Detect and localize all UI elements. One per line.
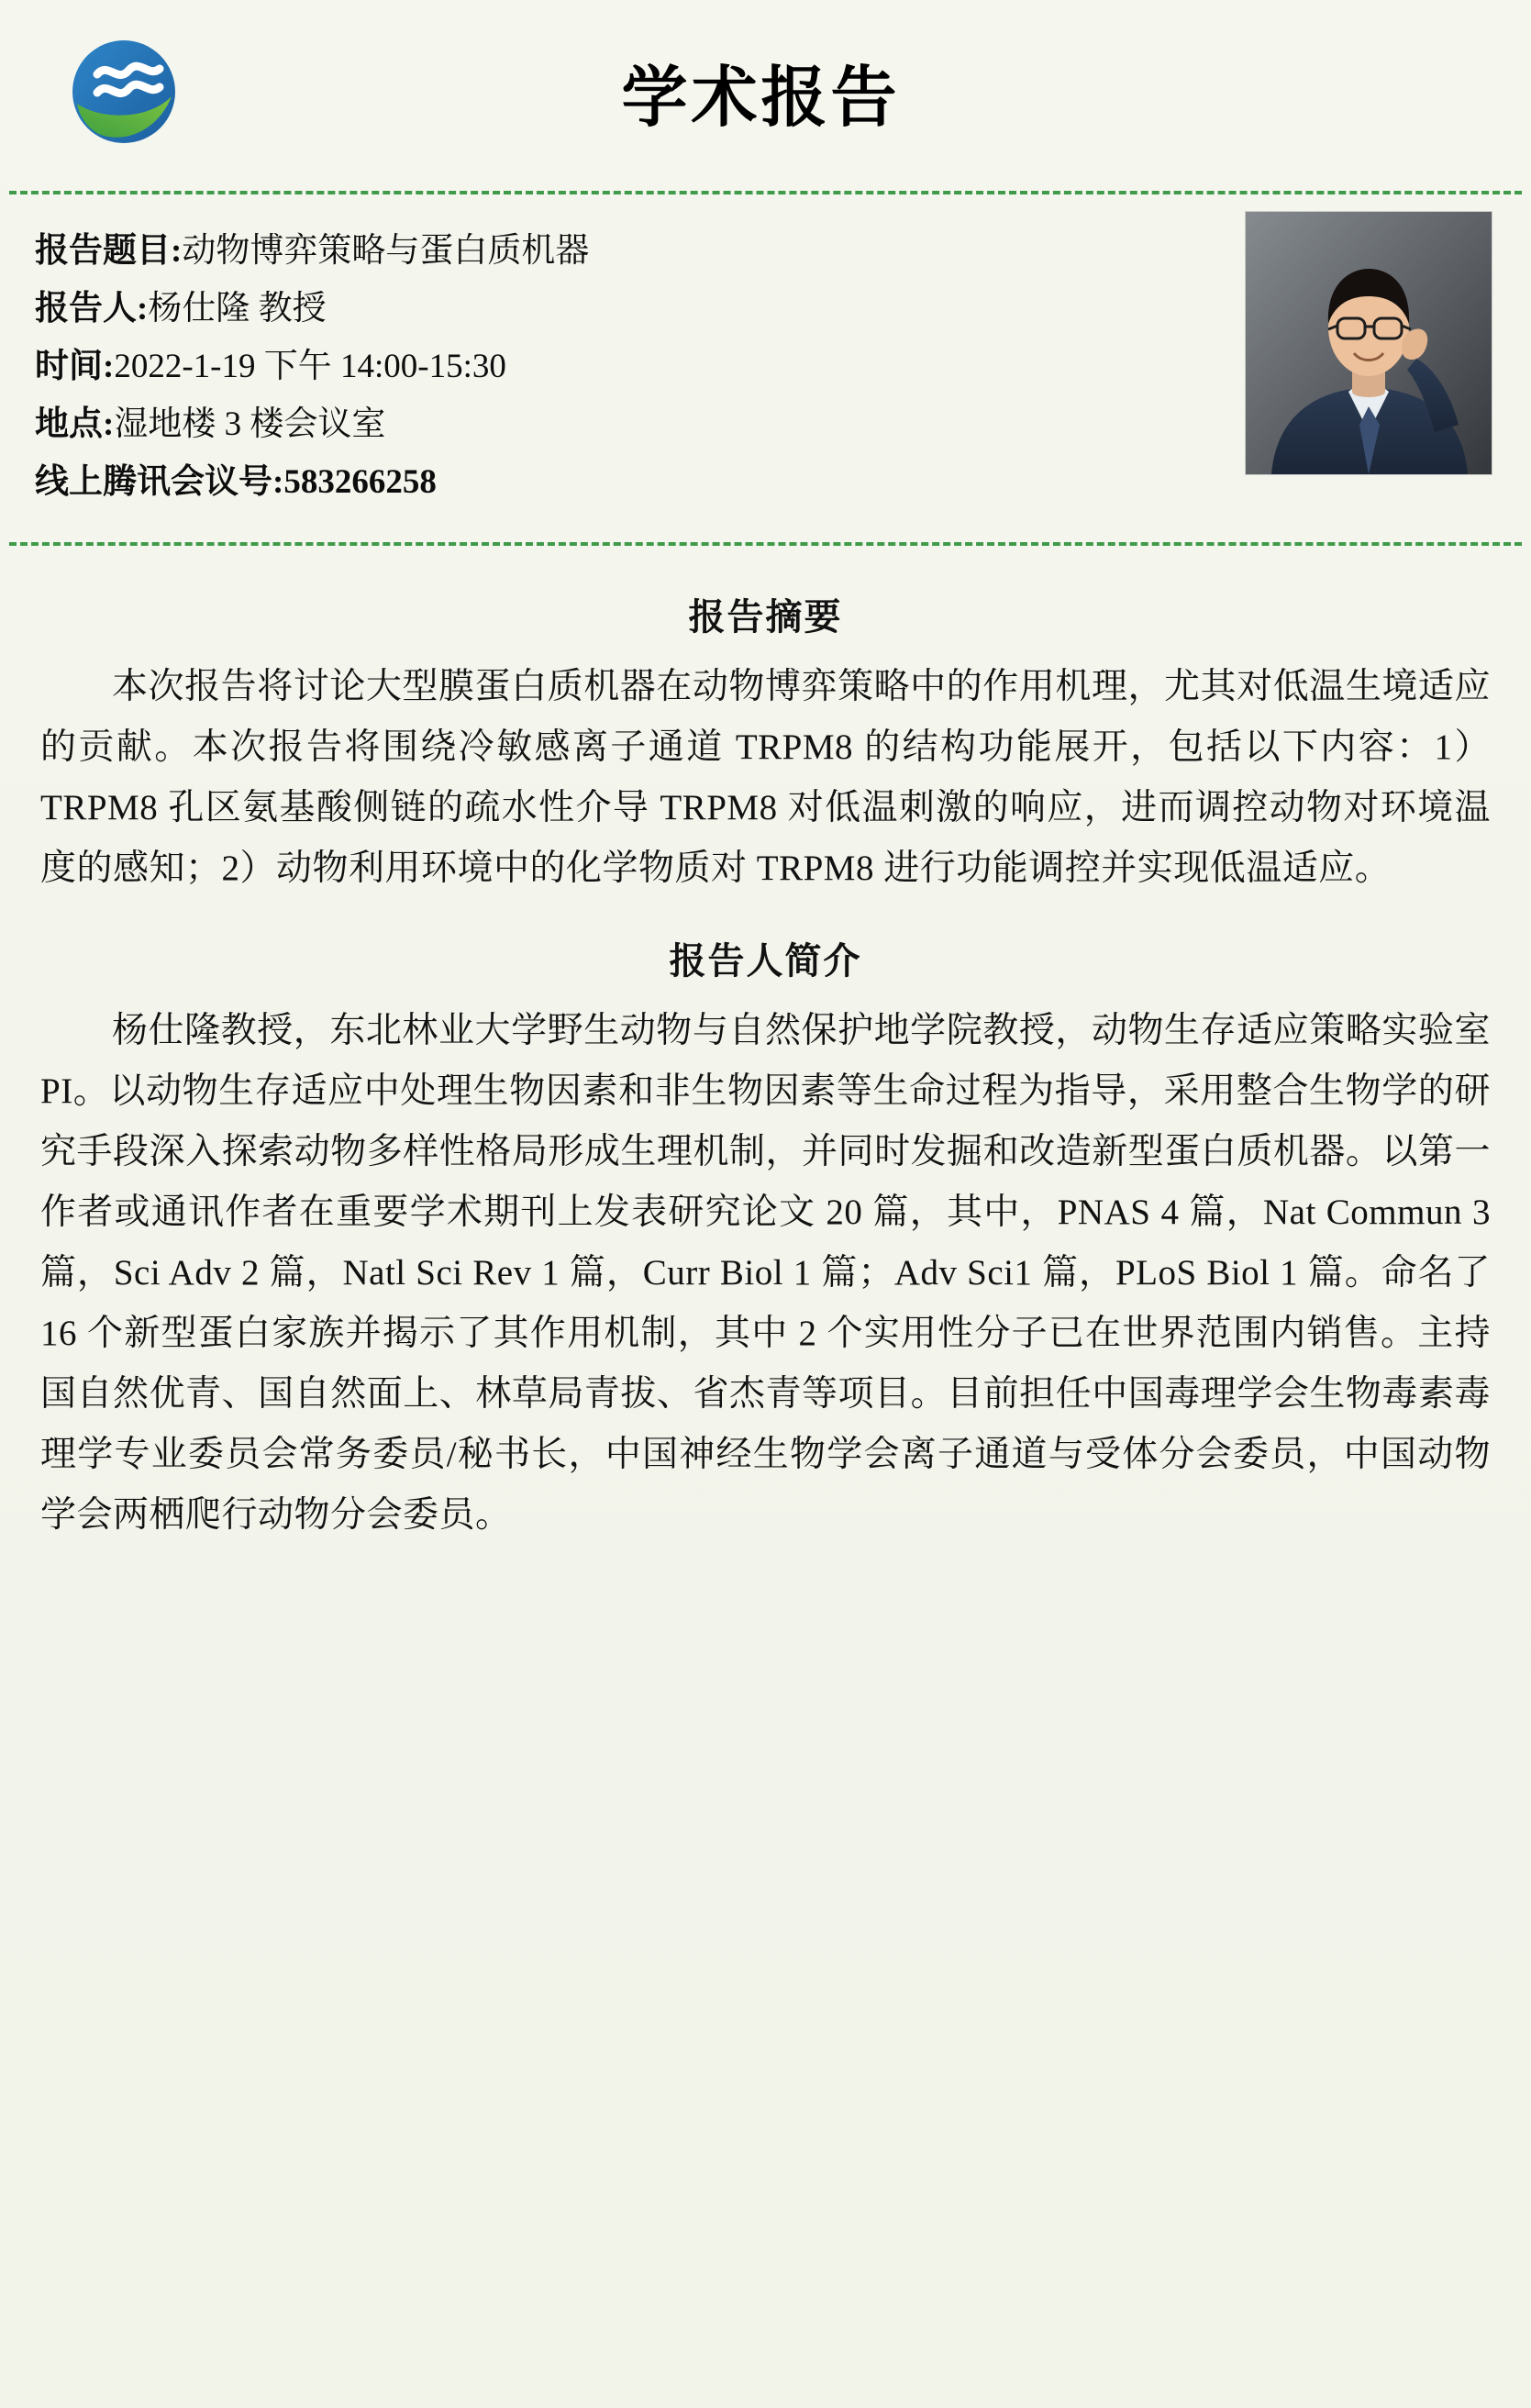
info-row-time — [35, 338, 1062, 395]
poster-header — [0, 0, 1531, 183]
info-row-speaker — [35, 280, 1062, 338]
event-info-lines — [35, 222, 1062, 511]
info-label-meeting: 线上腾讯会议号: — [35, 463, 284, 501]
poster-body — [0, 546, 1531, 1546]
info-value-meeting: 583266258 — [283, 463, 437, 501]
info-row-place — [35, 395, 1062, 453]
info-label-speaker: 报告人: — [35, 290, 149, 327]
bio-text: 杨仕隆教授，东北林业大学野生动物与自然保护地学院教授，动物生存适应策略实验室 PI。以动物生存适应中处理生物因素和非生物因素等生命过程为指导，采用整合生物学的研究手段深入探索动物多样性格局形成生理机制，并同时发掘和改造新型蛋白质机器。以第一作者或通讯作者在重要学术期刊上发表研究论文 20 篇，其中，PNAS 4 篇，Nat Commun 3 篇，Sci Adv 2 篇，Natl Sci Rev 1 篇，Curr Biol 1 篇；Adv Sci1 篇，PLoS Biol 1 篇。命名了 16 个新型蛋白家族并揭示了其作用机制，其中 2 个实用性分子已在世界范围内销售。主持国自然优青、国自然面上、林草局青拔、省杰青等项目。目前担任中国毒理学会生物毒素毒理学专业委员会常务委员/秘书长，中国神经生物学会离子通道与受体分会委员，中国动物学会两栖爬行动物分会委员。 — [40, 1011, 1491, 1535]
info-row-title — [35, 222, 1062, 280]
info-value-speaker: 杨仕隆 教授 — [148, 290, 327, 327]
info-label-time: 时间: — [35, 348, 115, 385]
globe-leaf-logo-icon — [64, 32, 183, 151]
info-value-title: 动物博弈策略与蛋白质机器 — [182, 232, 590, 270]
abstract-text: 本次报告将讨论大型膜蛋白质机器在动物博弈策略中的作用机理，尤其对低温生境适应的贡献。本次报告将围绕冷敏感离子通道 TRPM8 的结构功能展开，包括以下内容：1）TRPM8 孔区氨基酸侧链的疏水性介导 TRPM8 对低温刺激的响应，进而调控动物对环境温度的感知；2）动物利用环境中的化学物质对 TRPM8 进行功能调控并实现低温适应。 — [40, 667, 1491, 888]
info-label-place: 地点: — [35, 405, 115, 443]
abstract-heading: 报告摘要 — [688, 597, 843, 638]
event-info-block — [0, 194, 1531, 542]
bio-heading: 报告人简介 — [669, 941, 862, 982]
info-label-title: 报告题目: — [35, 232, 183, 270]
info-value-place: 湿地楼 3 楼会议室 — [114, 405, 386, 443]
info-value-time: 2022-1-19 下午 14:00-15:30 — [114, 348, 506, 385]
speaker-portrait — [1245, 211, 1492, 475]
page-title: 学术报告 — [621, 61, 901, 135]
info-row-meeting — [35, 453, 1062, 511]
